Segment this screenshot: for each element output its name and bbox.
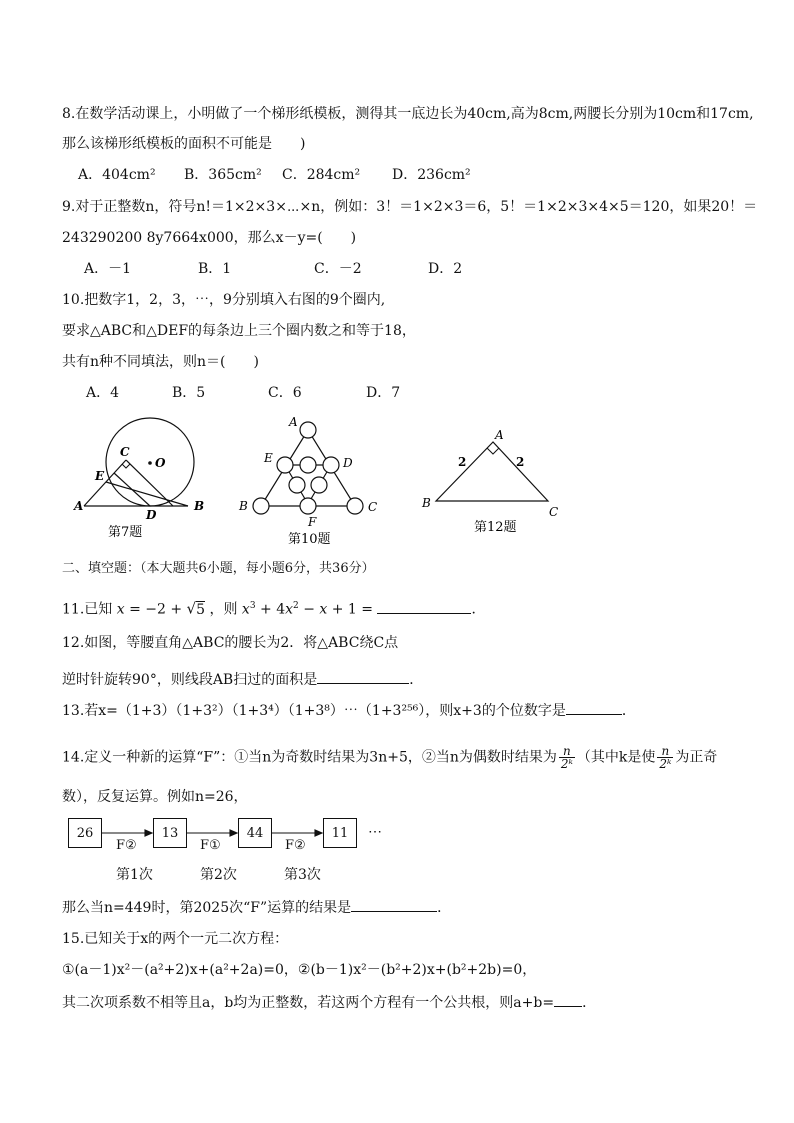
fig7-label-e: E [95, 469, 105, 483]
q14-answer-blank[interactable] [351, 911, 437, 912]
q15-line2: ①(a－1)x²－(a²+2)x+(a²+2a)=0，②(b－1)x²－(b²+2)x+(b²+2b)=0， [62, 962, 537, 978]
q14-fraction-2: $\frac{n}{\text{2ᵏ}}$ [659, 744, 672, 771]
fig10-label-b: B [239, 499, 248, 513]
figure-10 [235, 412, 385, 552]
q14-line2: 数），反复运算。例如n=26， [62, 789, 248, 805]
q10-option-c: C．6 [268, 385, 302, 401]
q8-option-d: D．236cm² [392, 167, 471, 183]
fig10-label-e: E [264, 451, 273, 465]
q13-end: ． [621, 703, 636, 719]
q9-option-b: B．1 [198, 261, 232, 277]
flow-op-1: F② [116, 838, 137, 853]
q14-line1b: （其中k是使 [576, 749, 656, 766]
section-2-heading: 二、填空题：（本大题共6小题，每小题6分，共36分） [62, 561, 375, 576]
q12-line1: 12.如图，等腰直角△ABC的腰长为2．将△ABC绕C点 [62, 635, 399, 651]
q8-option-c: C．284cm² [282, 167, 361, 183]
fig7-caption: 第7题 [108, 525, 143, 540]
fig12-caption: 第12题 [474, 520, 517, 535]
flow-box-4: 11 [323, 818, 357, 848]
q9-option-a: A．－1 [84, 261, 132, 277]
fig7-label-b: B [194, 499, 205, 513]
fig10-label-d: D [343, 456, 353, 470]
flow-op-3: F② [285, 838, 306, 853]
q8-line2: 那么该梯形纸模板的面积不可能是 ) [62, 136, 306, 152]
q9-option-c: C．－2 [314, 261, 362, 277]
fig12-side-ac: 2 [516, 455, 525, 469]
q10-option-d: D．7 [366, 385, 401, 401]
q15-end: ． [582, 995, 597, 1011]
flow-box-2: 13 [153, 818, 187, 848]
q12-line2-text: 逆时针旋转90°，则线段AB扫过的面积是 [62, 672, 318, 688]
q10-option-b: B．5 [172, 385, 206, 401]
q15-line3-text: 其二次项系数不相等且a，b均为正整数，若这两个方程有一个公共根，则a+b= [62, 995, 555, 1011]
flow-box-1: 26 [68, 818, 102, 848]
q11-mid: ，则 [209, 601, 238, 618]
fig7-label-o: O [155, 456, 166, 470]
q13-line [62, 701, 636, 721]
q14-line1a: 14.定义一种新的运算“F”：①当n为奇数时结果为3n+5，②当n为偶数时结果为 [62, 749, 557, 766]
q14-line3-text: 那么当n=449时，第2025次“F”运算的结果是 [62, 900, 352, 916]
flow-step-2: 第2次 [200, 867, 237, 883]
flow-ellipsis: ⋯ [368, 824, 382, 840]
q13-answer-blank[interactable] [566, 714, 622, 715]
q14-line1 [62, 745, 717, 770]
q8-option-b: B．365cm² [184, 167, 262, 183]
q9-option-d: D．2 [428, 261, 463, 277]
q8-line1: 8.在数学活动课上，小明做了一个梯形纸模板，测得其一底边长为40cm,高为8cm,两腰长分别为10cm和17cm, [62, 106, 754, 122]
q14-end: ． [437, 900, 452, 916]
q12-end: ． [409, 672, 424, 688]
fig12-label-c: C [549, 505, 559, 519]
fig7-label-a: A [74, 499, 84, 513]
fig7-label-c: C [120, 445, 130, 459]
q10-option-a: A．4 [86, 385, 120, 401]
fig12-label-b: B [422, 496, 431, 510]
q15-answer-blank[interactable] [554, 1006, 582, 1007]
flow-box-3: 44 [238, 818, 272, 848]
fig10-label-a: A [289, 415, 298, 429]
fig10-caption: 第10题 [288, 532, 331, 547]
q12-answer-blank[interactable] [317, 683, 409, 684]
fig12-label-a: A [495, 428, 504, 442]
q9-line1: 9.对于正整数n，符号n!＝1×2×3×⋯×n，例如：3！＝1×2×3＝6，5！＝1×2×3×4×5＝120，如果20！＝ [62, 199, 758, 215]
flow-op-2: F① [200, 838, 221, 853]
fig10-label-c: C [368, 500, 378, 514]
q11-answer-blank[interactable] [377, 613, 471, 614]
q10-line3: 共有n种不同填法，则n＝( ) [62, 354, 259, 370]
q15-line1: 15.已知关于x的两个一元二次方程： [62, 931, 289, 947]
fig7-label-d: D [146, 508, 157, 522]
figure-7 [70, 415, 220, 545]
q9-line2: 243290200 8y7664x000，那么x－y=( ) [62, 230, 357, 246]
q11-line: 11.已知 x = −2 + √5 ，则 $x^3 + 4x^2 - x + 1$ = ． [62, 599, 486, 618]
q10-line1: 10.把数字1，2，3，⋯，9分别填入右图的9个圈内, [62, 292, 386, 308]
q11-prefix: 11.已知 [62, 601, 113, 618]
q12-line2 [62, 670, 423, 690]
q14-line1c: 为正奇 [675, 749, 718, 766]
flow-step-3: 第3次 [284, 867, 321, 883]
flow-step-1: 第1次 [116, 867, 153, 883]
fig10-label-f: F [308, 515, 317, 529]
q14-line3 [62, 898, 451, 918]
fig12-side-ab: 2 [458, 455, 467, 469]
q8-option-a: A．404cm² [78, 167, 156, 183]
q10-line2: 要求△ABC和△DEF的每条边上三个圈内数之和等于18， [62, 323, 416, 339]
q13-text: 13.若x=（1+3）（1+3²）（1+3⁴）（1+3⁸）⋯（1+3²⁵⁶），则x+3的个位数字是 [62, 703, 566, 719]
q14-fraction-1: $\frac{n}{\text{2ᵏ}}$ [560, 744, 573, 771]
figure-12 [418, 425, 578, 540]
q15-line3 [62, 993, 596, 1013]
q11-suffix: ． [471, 601, 486, 618]
